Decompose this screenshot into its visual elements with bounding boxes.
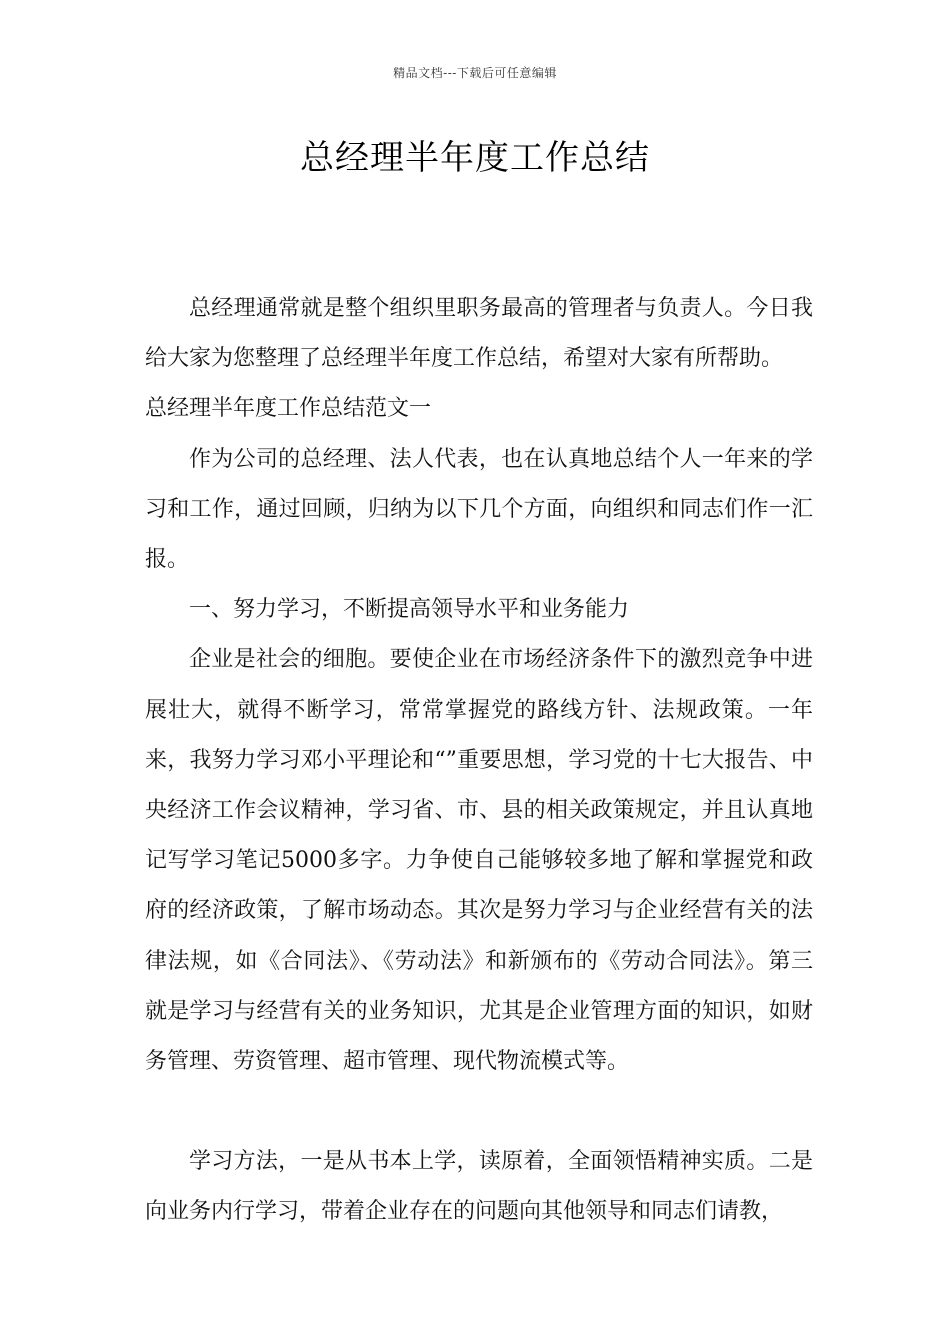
document-body xyxy=(145,284,813,1238)
body-paragraph: 企业是社会的细胞。要使企业在市场经济条件下的激烈竞争中进展壮大，就得不断学习，常常掌握党的路线方针、法规政策。一年来，我努力学习邓小平理论和“”重要思想，学习党的十七大报告、中央经济工作会议精神，学习省、市、县的相关政策规定，并且认真地记写学习笔记5000多字。力争使自己能够较多地了解和掌握党和政府的经济政策，了解市场动态。其次是努力学习与企业经营有关的法律法规，如《合同法》、《劳动法》和新颁布的《劳动合同法》。第三就是学习与经营有关的业务知识，尤其是企业管理方面的知识，如财务管理、劳资管理、超市管理、现代物流模式等。 xyxy=(145,647,813,1075)
document-title: 总经理半年度工作总结 xyxy=(300,138,650,178)
body-paragraph: 作为公司的总经理、法人代表，也在认真地总结个人一年来的学习和工作，通过回顾，归纳为以下几个方面，向组织和同志们作一汇报。 xyxy=(145,446,813,573)
subsection-heading: 一、努力学习，不断提高领导水平和业务能力 xyxy=(189,597,630,623)
section-heading: 总经理半年度工作总结范文一 xyxy=(145,396,432,422)
intro-paragraph: 总经理通常就是整个组织里职务最高的管理者与负责人。今日我给大家为您整理了总经理半年度工作总结，希望对大家有所帮助。 xyxy=(145,296,813,372)
page-watermark: 精品文档---下载后可任意编辑 xyxy=(393,66,557,80)
body-paragraph: 学习方法，一是从书本上学，读原着，全面领悟精神实质。二是向业务内行学习，带着企业存在的问题向其他领导和同志们请教， xyxy=(145,1149,813,1225)
